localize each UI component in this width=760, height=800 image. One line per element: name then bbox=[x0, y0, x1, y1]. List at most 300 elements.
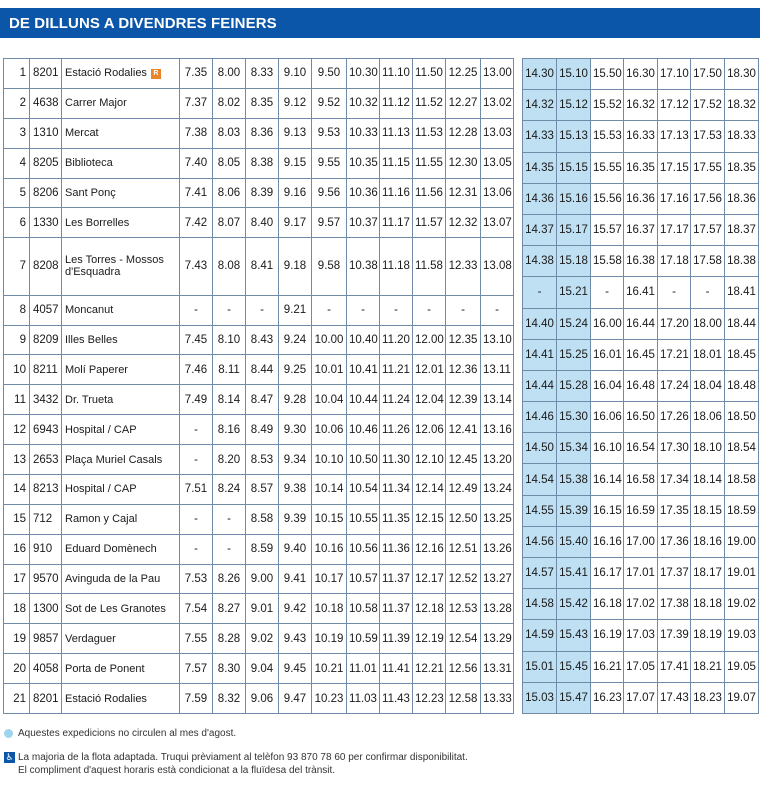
departure-time: 8.05 bbox=[213, 148, 246, 178]
departure-time: 8.40 bbox=[246, 208, 279, 238]
departure-time: 9.45 bbox=[279, 654, 312, 684]
departure-time: 11.43 bbox=[380, 684, 413, 714]
stop-name-text: Ramon y Cajal bbox=[65, 513, 138, 526]
departure-time: 15.58 bbox=[591, 246, 624, 277]
stop-name-text: Eduard Domènech bbox=[65, 543, 157, 556]
departure-time: 16.32 bbox=[624, 90, 658, 121]
departure-time: 18.06 bbox=[691, 402, 725, 433]
departure-time: 12.53 bbox=[446, 594, 481, 624]
departure-time: 16.35 bbox=[624, 152, 658, 183]
departure-time: - bbox=[246, 295, 279, 325]
stop-number: 4 bbox=[4, 148, 30, 178]
stop-number: 12 bbox=[4, 415, 30, 445]
departure-time: 16.18 bbox=[591, 589, 624, 620]
departure-time: 15.38 bbox=[557, 464, 591, 495]
departure-time: 17.26 bbox=[658, 402, 691, 433]
departure-time: 10.14 bbox=[312, 474, 347, 504]
departure-time: 14.50 bbox=[523, 433, 557, 464]
departure-time: 16.54 bbox=[624, 433, 658, 464]
departure-time: 10.58 bbox=[347, 594, 380, 624]
departure-time: 12.30 bbox=[446, 148, 481, 178]
departure-time: 18.44 bbox=[725, 308, 759, 339]
table-row bbox=[523, 651, 759, 682]
departure-time: 7.35 bbox=[180, 59, 213, 89]
stop-name-text: Estació Rodalies bbox=[65, 692, 147, 705]
departure-time: 8.27 bbox=[213, 594, 246, 624]
departure-time: 14.38 bbox=[523, 246, 557, 277]
departure-time: 19.01 bbox=[725, 558, 759, 589]
departure-time: 7.57 bbox=[180, 654, 213, 684]
departure-time: 13.24 bbox=[481, 474, 514, 504]
stop-code: 1310 bbox=[30, 118, 62, 148]
table-row bbox=[4, 385, 514, 415]
departure-time: - bbox=[213, 295, 246, 325]
departure-time: 16.21 bbox=[591, 651, 624, 682]
departure-time: 18.18 bbox=[691, 589, 725, 620]
departure-time: 13.33 bbox=[481, 684, 514, 714]
departure-time: 10.54 bbox=[347, 474, 380, 504]
departure-time: 11.58 bbox=[413, 238, 446, 295]
departure-time: 15.52 bbox=[591, 90, 624, 121]
departure-time: 19.05 bbox=[725, 651, 759, 682]
departure-time: 9.41 bbox=[279, 564, 312, 594]
departure-time: 18.04 bbox=[691, 370, 725, 401]
stop-code: 8206 bbox=[30, 178, 62, 208]
stop-code: 712 bbox=[30, 504, 62, 534]
departure-time: 12.28 bbox=[446, 118, 481, 148]
departure-time: - bbox=[523, 277, 557, 308]
stop-number: 7 bbox=[4, 238, 30, 295]
departure-time: 14.56 bbox=[523, 526, 557, 557]
departure-time: - bbox=[180, 534, 213, 564]
departure-time: 9.38 bbox=[279, 474, 312, 504]
departure-time: 15.18 bbox=[557, 246, 591, 277]
departure-time: 12.36 bbox=[446, 355, 481, 385]
traffic-note-text: El compliment d'aquest horaris està condicionat a la fluïdesa del trànsit. bbox=[18, 765, 336, 776]
departure-time: 10.40 bbox=[347, 325, 380, 355]
departure-time: 11.50 bbox=[413, 59, 446, 89]
august-note bbox=[4, 726, 756, 740]
departure-time: 10.16 bbox=[312, 534, 347, 564]
departure-time: 7.42 bbox=[180, 208, 213, 238]
departure-time: 12.21 bbox=[413, 654, 446, 684]
departure-time: 18.45 bbox=[725, 339, 759, 370]
departure-time: 8.59 bbox=[246, 534, 279, 564]
departure-time: 17.01 bbox=[624, 558, 658, 589]
departure-time: 16.23 bbox=[591, 682, 624, 713]
table-row bbox=[4, 148, 514, 178]
departure-time: 9.50 bbox=[312, 59, 347, 89]
table-row bbox=[4, 654, 514, 684]
departure-time: 11.55 bbox=[413, 148, 446, 178]
table-row bbox=[4, 118, 514, 148]
stop-name bbox=[62, 445, 180, 475]
departure-time: 9.24 bbox=[279, 325, 312, 355]
departure-time: 10.57 bbox=[347, 564, 380, 594]
departure-time: 8.58 bbox=[246, 504, 279, 534]
departure-time: 12.51 bbox=[446, 534, 481, 564]
table-row bbox=[523, 121, 759, 152]
departure-time: 16.06 bbox=[591, 402, 624, 433]
departure-time: 17.52 bbox=[691, 90, 725, 121]
departure-time: 17.53 bbox=[691, 121, 725, 152]
departure-time: 10.41 bbox=[347, 355, 380, 385]
departure-time: 17.13 bbox=[658, 121, 691, 152]
departure-time: 18.41 bbox=[725, 277, 759, 308]
departure-time: 12.39 bbox=[446, 385, 481, 415]
departure-time: 14.58 bbox=[523, 589, 557, 620]
departure-time: - bbox=[180, 295, 213, 325]
departure-time: 12.19 bbox=[413, 624, 446, 654]
stop-name bbox=[62, 178, 180, 208]
stop-code: 4638 bbox=[30, 88, 62, 118]
departure-time: 9.01 bbox=[246, 594, 279, 624]
departure-time: 8.20 bbox=[213, 445, 246, 475]
departure-time: 12.50 bbox=[446, 504, 481, 534]
departure-time: 8.26 bbox=[213, 564, 246, 594]
departure-time: 12.00 bbox=[413, 325, 446, 355]
stop-name bbox=[62, 504, 180, 534]
departure-time: 9.42 bbox=[279, 594, 312, 624]
departure-time: 11.24 bbox=[380, 385, 413, 415]
departure-time: 11.39 bbox=[380, 624, 413, 654]
departure-time: - bbox=[591, 277, 624, 308]
table-row bbox=[523, 152, 759, 183]
departure-time: 15.17 bbox=[557, 214, 591, 245]
stop-name bbox=[62, 684, 180, 714]
departure-time: 14.41 bbox=[523, 339, 557, 370]
departure-time: 10.46 bbox=[347, 415, 380, 445]
table-row bbox=[4, 594, 514, 624]
departure-time: 8.35 bbox=[246, 88, 279, 118]
departure-time: 14.44 bbox=[523, 370, 557, 401]
stop-name-text: Les Borrelles bbox=[65, 216, 130, 229]
departure-time: 8.44 bbox=[246, 355, 279, 385]
departure-time: 18.30 bbox=[725, 59, 759, 90]
departure-time: 11.37 bbox=[380, 594, 413, 624]
departure-time: 15.24 bbox=[557, 308, 591, 339]
departure-time: 15.15 bbox=[557, 152, 591, 183]
departure-time: 17.16 bbox=[658, 183, 691, 214]
departure-time: 11.30 bbox=[380, 445, 413, 475]
departure-time: 8.08 bbox=[213, 238, 246, 295]
right-timetable bbox=[522, 58, 758, 714]
stop-name-text: Avinguda de la Pau bbox=[65, 573, 161, 586]
departure-time: 7.45 bbox=[180, 325, 213, 355]
departure-time: 12.25 bbox=[446, 59, 481, 89]
departure-time: 17.05 bbox=[624, 651, 658, 682]
departure-time: 18.50 bbox=[725, 402, 759, 433]
stop-name-text: Mercat bbox=[65, 127, 99, 140]
table-row bbox=[523, 90, 759, 121]
departure-time: 12.33 bbox=[446, 238, 481, 295]
stop-code: 9857 bbox=[30, 624, 62, 654]
table-row bbox=[523, 308, 759, 339]
departure-time: 16.58 bbox=[624, 464, 658, 495]
table-row bbox=[523, 339, 759, 370]
departure-time: 13.27 bbox=[481, 564, 514, 594]
departure-time: 8.07 bbox=[213, 208, 246, 238]
departure-time: 17.02 bbox=[624, 589, 658, 620]
departure-time: 12.41 bbox=[446, 415, 481, 445]
stop-name bbox=[62, 148, 180, 178]
departure-time: - bbox=[446, 295, 481, 325]
stop-name bbox=[62, 295, 180, 325]
departure-time: 8.32 bbox=[213, 684, 246, 714]
departure-time: 12.45 bbox=[446, 445, 481, 475]
table-row bbox=[4, 684, 514, 714]
departure-time: 11.16 bbox=[380, 178, 413, 208]
stop-number: 19 bbox=[4, 624, 30, 654]
departure-time: 11.52 bbox=[413, 88, 446, 118]
departure-time: 17.57 bbox=[691, 214, 725, 245]
stop-code: 9570 bbox=[30, 564, 62, 594]
departure-time: 18.23 bbox=[691, 682, 725, 713]
stop-name bbox=[62, 385, 180, 415]
departure-time: 15.45 bbox=[557, 651, 591, 682]
schedule-title: DE DILLUNS A DIVENDRES FEINERS bbox=[9, 14, 277, 32]
departure-time: 15.47 bbox=[557, 682, 591, 713]
stop-code: 1300 bbox=[30, 594, 62, 624]
departure-time: 9.04 bbox=[246, 654, 279, 684]
table-row bbox=[4, 295, 514, 325]
stop-name bbox=[62, 59, 180, 89]
stop-number: 18 bbox=[4, 594, 30, 624]
departure-time: 16.36 bbox=[624, 183, 658, 214]
stop-name bbox=[62, 534, 180, 564]
departure-time: 12.14 bbox=[413, 474, 446, 504]
departure-time: 17.24 bbox=[658, 370, 691, 401]
table-row bbox=[4, 564, 514, 594]
departure-time: 8.24 bbox=[213, 474, 246, 504]
departure-time: 17.30 bbox=[658, 433, 691, 464]
departure-time: 9.34 bbox=[279, 445, 312, 475]
departure-time: 13.03 bbox=[481, 118, 514, 148]
departure-time: 13.14 bbox=[481, 385, 514, 415]
departure-time: 16.10 bbox=[591, 433, 624, 464]
stop-name bbox=[62, 654, 180, 684]
departure-time: 8.14 bbox=[213, 385, 246, 415]
stop-number: 3 bbox=[4, 118, 30, 148]
rodalies-icon: R bbox=[151, 69, 161, 79]
departure-time: 9.52 bbox=[312, 88, 347, 118]
stop-code: 8201 bbox=[30, 59, 62, 89]
stop-number: 1 bbox=[4, 59, 30, 89]
departure-time: 15.25 bbox=[557, 339, 591, 370]
dot-icon bbox=[4, 729, 13, 738]
departure-time: 14.37 bbox=[523, 214, 557, 245]
departure-time: 12.18 bbox=[413, 594, 446, 624]
departure-time: - bbox=[312, 295, 347, 325]
stop-number: 5 bbox=[4, 178, 30, 208]
departure-time: 13.00 bbox=[481, 59, 514, 89]
stop-name-text: Dr. Trueta bbox=[65, 393, 114, 406]
stop-name bbox=[62, 415, 180, 445]
departure-time: 11.56 bbox=[413, 178, 446, 208]
left-timetable bbox=[3, 58, 513, 714]
stop-number: 15 bbox=[4, 504, 30, 534]
stop-name bbox=[62, 118, 180, 148]
departure-time: 12.49 bbox=[446, 474, 481, 504]
stop-code: 6943 bbox=[30, 415, 62, 445]
departure-time: 15.56 bbox=[591, 183, 624, 214]
stop-code: 2653 bbox=[30, 445, 62, 475]
departure-time: 15.30 bbox=[557, 402, 591, 433]
departure-time: 8.00 bbox=[213, 59, 246, 89]
departure-time: 10.10 bbox=[312, 445, 347, 475]
table-row bbox=[523, 682, 759, 713]
departure-time: 10.00 bbox=[312, 325, 347, 355]
departure-time: 8.16 bbox=[213, 415, 246, 445]
stop-name-text: Sot de Les Granotes bbox=[65, 602, 166, 615]
departure-time: 12.31 bbox=[446, 178, 481, 208]
departure-time: 15.28 bbox=[557, 370, 591, 401]
departure-time: 16.17 bbox=[591, 558, 624, 589]
departure-time: 18.37 bbox=[725, 214, 759, 245]
departure-time: 9.43 bbox=[279, 624, 312, 654]
departure-time: 9.18 bbox=[279, 238, 312, 295]
departure-time: 11.15 bbox=[380, 148, 413, 178]
departure-time: 9.16 bbox=[279, 178, 312, 208]
departure-time: 7.51 bbox=[180, 474, 213, 504]
departure-time: 12.58 bbox=[446, 684, 481, 714]
departure-time: 13.06 bbox=[481, 178, 514, 208]
departure-time: 8.38 bbox=[246, 148, 279, 178]
departure-time: 7.43 bbox=[180, 238, 213, 295]
departure-time: - bbox=[213, 534, 246, 564]
table-row bbox=[523, 589, 759, 620]
departure-time: 18.32 bbox=[725, 90, 759, 121]
departure-time: 17.58 bbox=[691, 246, 725, 277]
stop-name bbox=[62, 88, 180, 118]
departure-time: 17.38 bbox=[658, 589, 691, 620]
departure-time: 10.01 bbox=[312, 355, 347, 385]
departure-time: 13.28 bbox=[481, 594, 514, 624]
departure-time: 10.30 bbox=[347, 59, 380, 89]
departure-time: 8.11 bbox=[213, 355, 246, 385]
departure-time: 16.44 bbox=[624, 308, 658, 339]
departure-time: 11.01 bbox=[347, 654, 380, 684]
departure-time: 18.58 bbox=[725, 464, 759, 495]
departure-time: 18.00 bbox=[691, 308, 725, 339]
departure-time: 8.43 bbox=[246, 325, 279, 355]
stop-number: 17 bbox=[4, 564, 30, 594]
departure-time: 9.30 bbox=[279, 415, 312, 445]
departure-time: 13.20 bbox=[481, 445, 514, 475]
stop-name-text: Les Torres - Mossos d'Esquadra bbox=[65, 254, 164, 279]
departure-time: 10.36 bbox=[347, 178, 380, 208]
departure-time: 15.13 bbox=[557, 121, 591, 152]
fleet-note bbox=[4, 751, 756, 777]
departure-time: 7.37 bbox=[180, 88, 213, 118]
departure-time: 7.54 bbox=[180, 594, 213, 624]
departure-time: 15.21 bbox=[557, 277, 591, 308]
table-row bbox=[4, 325, 514, 355]
departure-time: 17.03 bbox=[624, 620, 658, 651]
table-row bbox=[523, 402, 759, 433]
departure-time: 10.33 bbox=[347, 118, 380, 148]
departure-time: 7.59 bbox=[180, 684, 213, 714]
departure-time: 10.18 bbox=[312, 594, 347, 624]
right-timetable-grid bbox=[522, 58, 759, 714]
stop-number: 14 bbox=[4, 474, 30, 504]
departure-time: 17.56 bbox=[691, 183, 725, 214]
departure-time: 7.49 bbox=[180, 385, 213, 415]
table-row bbox=[4, 504, 514, 534]
departure-time: 18.36 bbox=[725, 183, 759, 214]
departure-time: 15.01 bbox=[523, 651, 557, 682]
table-row bbox=[4, 88, 514, 118]
departure-time: - bbox=[180, 445, 213, 475]
stop-code: 8201 bbox=[30, 684, 62, 714]
departure-time: 14.46 bbox=[523, 402, 557, 433]
stop-number: 13 bbox=[4, 445, 30, 475]
departure-time: 12.15 bbox=[413, 504, 446, 534]
departure-time: 9.40 bbox=[279, 534, 312, 564]
departure-time: 18.59 bbox=[725, 495, 759, 526]
stop-name bbox=[62, 594, 180, 624]
departure-time: 16.41 bbox=[624, 277, 658, 308]
stop-number: 9 bbox=[4, 325, 30, 355]
departure-time: 10.44 bbox=[347, 385, 380, 415]
departure-time: 10.17 bbox=[312, 564, 347, 594]
table-row bbox=[523, 183, 759, 214]
departure-time: 8.53 bbox=[246, 445, 279, 475]
stop-code: 8208 bbox=[30, 238, 62, 295]
departure-time: 10.04 bbox=[312, 385, 347, 415]
departure-time: 12.01 bbox=[413, 355, 446, 385]
departure-time: 18.48 bbox=[725, 370, 759, 401]
departure-time: 17.37 bbox=[658, 558, 691, 589]
departure-time: 8.57 bbox=[246, 474, 279, 504]
stop-name bbox=[62, 624, 180, 654]
departure-time: 11.53 bbox=[413, 118, 446, 148]
departure-time: 10.15 bbox=[312, 504, 347, 534]
departure-time: 14.54 bbox=[523, 464, 557, 495]
departure-time: 15.42 bbox=[557, 589, 591, 620]
departure-time: 9.10 bbox=[279, 59, 312, 89]
departure-time: 15.39 bbox=[557, 495, 591, 526]
departure-time: 14.36 bbox=[523, 183, 557, 214]
stop-name-text: Sant Ponç bbox=[65, 186, 116, 199]
departure-time: 18.14 bbox=[691, 464, 725, 495]
departure-time: - bbox=[380, 295, 413, 325]
departure-time: 11.26 bbox=[380, 415, 413, 445]
departure-time: 17.07 bbox=[624, 682, 658, 713]
departure-time: 9.00 bbox=[246, 564, 279, 594]
table-row bbox=[4, 178, 514, 208]
departure-time: 17.39 bbox=[658, 620, 691, 651]
table-row bbox=[4, 238, 514, 295]
departure-time: - bbox=[213, 504, 246, 534]
departure-time: 8.02 bbox=[213, 88, 246, 118]
departure-time: 17.17 bbox=[658, 214, 691, 245]
departure-time: 14.59 bbox=[523, 620, 557, 651]
departure-time: 7.38 bbox=[180, 118, 213, 148]
stop-code: 1330 bbox=[30, 208, 62, 238]
stop-code: 8211 bbox=[30, 355, 62, 385]
departure-time: 15.43 bbox=[557, 620, 591, 651]
departure-time: 16.30 bbox=[624, 59, 658, 90]
table-row bbox=[523, 59, 759, 90]
departure-time: 19.00 bbox=[725, 526, 759, 557]
stop-number: 6 bbox=[4, 208, 30, 238]
departure-time: 18.54 bbox=[725, 433, 759, 464]
departure-time: 8.06 bbox=[213, 178, 246, 208]
table-row bbox=[4, 474, 514, 504]
table-row bbox=[523, 277, 759, 308]
departure-time: 11.57 bbox=[413, 208, 446, 238]
